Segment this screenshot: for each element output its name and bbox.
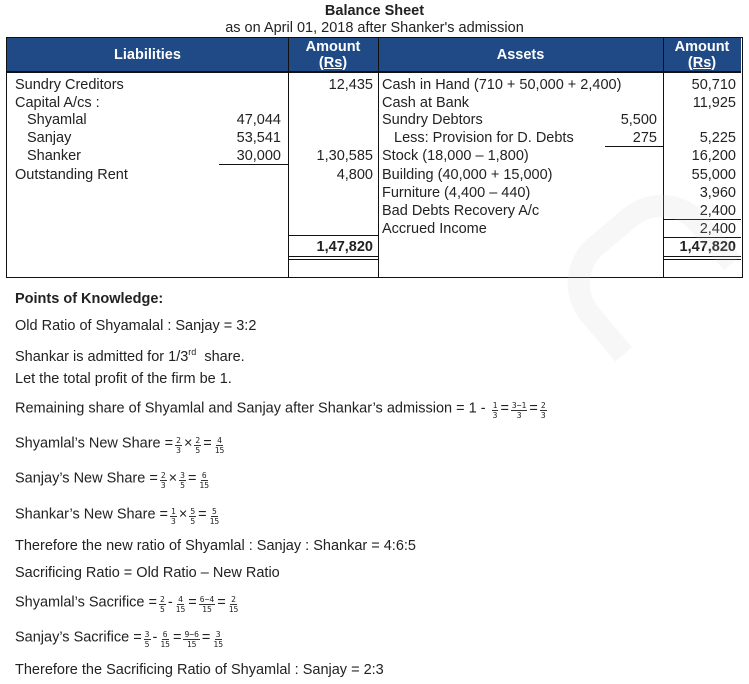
liability-label: Capital A/cs : (15, 95, 100, 111)
sacrificing-ratio-definition: Sacrificing Ratio = Old Ratio – New Ratio (15, 565, 280, 581)
denominator: 5 (190, 517, 196, 526)
denominator: 15 (214, 446, 225, 455)
equals-sign: = (529, 400, 538, 417)
asset-amount: 55,000 (691, 167, 736, 183)
asset-label: Cash at Bank (382, 95, 470, 111)
denominator: 3 (176, 446, 181, 455)
fraction (214, 436, 226, 455)
conclusion-text: Therefore the Sacrificing Ratio of Shyamlal : Sanjay = 2:3 (15, 662, 384, 678)
fraction (540, 401, 547, 420)
admission-text-end: share. (196, 349, 245, 365)
equals-sign: = (187, 470, 197, 487)
fraction (159, 595, 166, 614)
denominator: 15 (228, 605, 239, 614)
numerator: 5 (190, 507, 196, 516)
denominator: 15 (175, 605, 186, 614)
fraction (179, 471, 186, 490)
remaining-share-text: Remaining share of Shyamlal and Sanjay after Shankar’s admission = 1 - (15, 400, 486, 417)
fraction (511, 401, 527, 420)
old-ratio-text: Old Ratio of Shyamalal : Sanjay = 3:2 (15, 318, 257, 334)
asset-label: Stock (18,000 – 1,800) (382, 148, 529, 164)
sanjay-sacrifice-text: Sanjay’s Sacrifice = (15, 629, 142, 646)
total-liabilities: 1,47,820 (316, 239, 373, 255)
sanjay-new-share-text: Sanjay’s New Share = (15, 470, 158, 487)
subtotal-rule (605, 146, 663, 147)
liability-inner-amount: 47,044 (236, 112, 281, 128)
header-amount-left (288, 38, 378, 73)
equals-sign: = (217, 594, 226, 611)
numerator: 2 (231, 595, 236, 604)
total-profit-text: Let the total profit of the firm be 1. (15, 371, 232, 387)
fraction (175, 436, 182, 455)
operator: × (168, 470, 178, 487)
points-heading: Points of Knowledge: (15, 291, 164, 307)
shankar-new-share-text: Shankar’s New Share = (15, 506, 169, 523)
denominator: 15 (160, 640, 170, 649)
equals-sign: = (172, 629, 182, 646)
denominator: 3 (540, 411, 546, 420)
column-divider (378, 38, 379, 277)
total-double-rule (288, 256, 378, 260)
operator: × (178, 506, 188, 523)
total-double-rule (663, 256, 741, 260)
ordinal-suffix: rd (188, 347, 197, 357)
fraction (189, 507, 196, 526)
numerator: 4 (178, 595, 183, 604)
asset-amount: 3,960 (699, 185, 736, 201)
numerator: 3 (215, 630, 221, 639)
liability-label: Shyamlal (27, 112, 87, 128)
numerator: 5 (212, 507, 217, 516)
denominator: 3 (492, 411, 498, 420)
fraction (170, 507, 177, 526)
equals-sign: = (500, 400, 509, 417)
asset-inner-amount: 5,500 (620, 112, 657, 128)
fraction (183, 630, 199, 649)
numerator: 6 (201, 471, 207, 480)
fraction (198, 471, 210, 490)
operator: - (167, 594, 173, 611)
equals-sign: = (203, 435, 212, 452)
numerator: 2 (176, 436, 181, 445)
liability-inner-amount: 53,541 (236, 130, 281, 146)
admission-text (15, 343, 245, 366)
header-liabilities: Liabilities (7, 38, 288, 73)
asset-amount: 50,710 (691, 77, 736, 93)
fraction (160, 471, 167, 490)
fraction (209, 507, 221, 526)
denominator: 5 (144, 640, 150, 649)
sanjay-new-share-line (15, 469, 212, 488)
numerator: 2 (160, 471, 166, 480)
denominator: 15 (209, 517, 220, 526)
denominator: 15 (213, 640, 224, 649)
asset-label: Cash in Hand (710 + 50,000 + 2,400) (382, 77, 622, 93)
asset-label: Furniture (4,400 – 440) (382, 185, 531, 201)
equals-sign: = (201, 629, 211, 646)
total-rule-top (288, 235, 378, 236)
liability-inner-amount: 30,000 (236, 148, 281, 164)
denominator: 5 (195, 446, 201, 455)
denominator: 5 (159, 605, 165, 614)
fraction (492, 401, 499, 420)
liability-label: Sanjay (27, 130, 72, 146)
asset-amount: 11,925 (692, 95, 736, 111)
fraction (144, 630, 151, 649)
liability-label: Shanker (27, 148, 82, 164)
fraction (175, 595, 187, 614)
equals-sign: = (188, 594, 197, 611)
asset-label: Bad Debts Recovery A/c (382, 203, 540, 219)
liability-amount: 4,800 (336, 167, 373, 183)
header-amount-right-unit: (Rs) (687, 54, 717, 71)
header-amount-right-label: Amount (674, 38, 730, 55)
fraction (212, 630, 224, 649)
operator: - (152, 629, 158, 646)
header-amount-right (663, 38, 741, 73)
sanjay-sacrifice-line (15, 628, 226, 647)
denominator: 15 (186, 640, 197, 649)
numerator: 2 (159, 595, 165, 604)
asset-amount: 2,400 (699, 221, 736, 237)
balance-sheet-table (6, 37, 743, 278)
admission-text-main: Shankar is admitted for 1/3 (15, 349, 189, 365)
shyamlal-sacrifice-line (15, 593, 241, 612)
equals-sign: = (198, 506, 207, 523)
liability-label: Sundry Creditors (15, 77, 124, 93)
remaining-share-line (15, 399, 549, 418)
denominator: 3 (160, 481, 166, 490)
shyamlal-new-share-text: Shyamlal’s New Share = (15, 435, 174, 452)
liability-amount: 12,435 (328, 77, 373, 93)
denominator: 15 (199, 481, 210, 490)
header-amount-left-unit: (Rs) (318, 54, 348, 71)
denominator: 3 (171, 517, 176, 526)
shyamlal-sacrifice-text: Shyamlal’s Sacrifice = (15, 594, 157, 611)
denominator: 5 (180, 481, 185, 490)
numerator: 6 (162, 630, 168, 639)
asset-inner-amount: 275 (632, 130, 657, 146)
asset-amount: 2,400 (699, 203, 736, 219)
fraction (228, 595, 240, 614)
liability-label: Outstanding Rent (15, 167, 128, 183)
asset-amount: 16,200 (691, 148, 736, 164)
denominator: 3 (516, 411, 522, 420)
asset-amount: 5,225 (699, 130, 736, 146)
fraction (159, 630, 171, 649)
total-assets: 1,47,820 (679, 239, 736, 255)
shyamlal-new-share-line (15, 434, 227, 453)
subtotal-rule (219, 164, 288, 165)
numerator: 3 (180, 471, 185, 480)
numerator: 6−4 (199, 595, 215, 604)
liability-amount: 1,30,585 (316, 148, 373, 164)
page-subtitle: as on April 01, 2018 after Shanker's admission (225, 20, 524, 36)
numerator: 2 (540, 401, 546, 410)
asset-label: Building (40,000 + 15,000) (382, 167, 553, 183)
fraction (194, 436, 201, 455)
numerator: 3−1 (511, 401, 527, 410)
numerator: 9−6 (184, 630, 199, 639)
header-amount-left-label: Amount (305, 38, 361, 55)
numerator: 4 (217, 436, 222, 445)
asset-label: Less: Provision for D. Debts (394, 130, 574, 146)
numerator: 1 (492, 401, 498, 410)
fraction (199, 595, 215, 614)
asset-label: Accrued Income (382, 221, 487, 237)
shankar-new-share-line (15, 505, 222, 524)
asset-label: Sundry Debtors (382, 112, 483, 128)
new-ratio-text: Therefore the new ratio of Shyamlal : Sanjay : Shankar = 4:6:5 (15, 538, 416, 554)
numerator: 2 (195, 436, 201, 445)
numerator: 1 (171, 507, 176, 516)
denominator: 15 (202, 605, 212, 614)
operator: × (183, 435, 193, 452)
header-assets: Assets (378, 38, 663, 73)
page-title: Balance Sheet (324, 3, 425, 19)
numerator: 3 (144, 630, 150, 639)
